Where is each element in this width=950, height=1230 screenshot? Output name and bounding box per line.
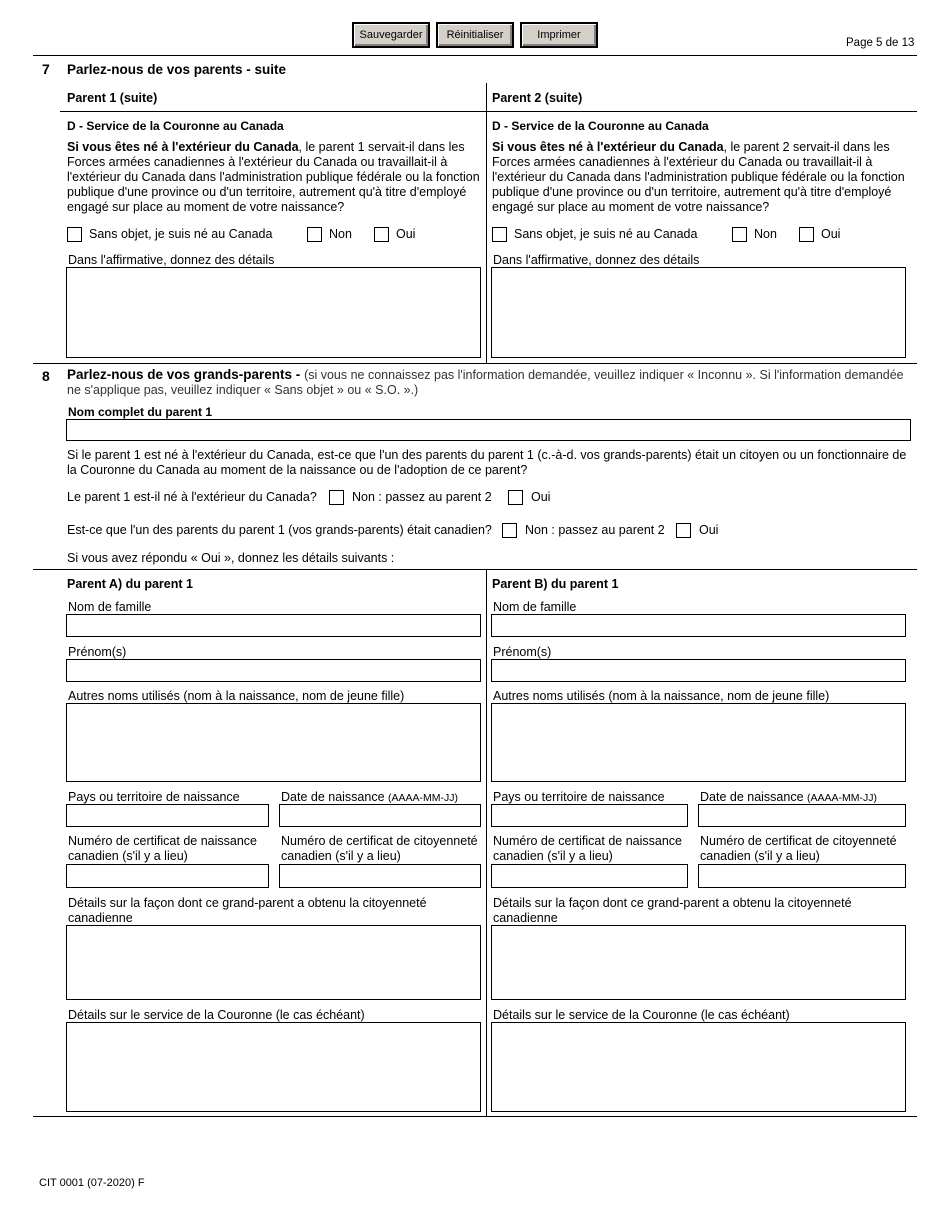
parent2-details-label: Dans l'affirmative, donnez des détails xyxy=(493,253,700,267)
gpB-how-obtained-label: Détails sur la façon dont ce grand-parent a obtenu la citoyenneté canadienne xyxy=(493,896,852,925)
gpA-citizen-cert-label: Numéro de certificat de citoyenneté canadien (s'il y a lieu) xyxy=(281,834,478,863)
print-button[interactable]: Imprimer xyxy=(520,22,598,48)
parent1-details-field[interactable] xyxy=(66,267,481,358)
parent2-details-field[interactable] xyxy=(491,267,906,358)
gpB-family-name-label: Nom de famille xyxy=(493,600,577,614)
gpB-birth-date-input[interactable] xyxy=(698,804,906,827)
divider xyxy=(60,111,917,112)
if-yes-label: Si vous avez répondu « Oui », donnez les détails suivants : xyxy=(67,551,395,565)
gpA-header: Parent A) du parent 1 xyxy=(67,577,193,591)
question-bold: Si vous êtes né à l'extérieur du Canada xyxy=(67,140,299,154)
divider xyxy=(33,1116,917,1117)
question-rest: , le parent 2 servait-il dans les Forces armées canadiennes à l'extérieur du Canada ou travaillait-il à l'extérieur du Canada dans l'administration publique fédérale ou la fonction publique d'une province ou d'un territoire, autrement qu'à titre d'employé engagé sur place au moment de votre naissance? xyxy=(492,140,905,214)
birth-date-text: Date de naissance xyxy=(281,790,389,804)
gpB-other-names-label: Autres noms utilisés (nom à la naissance, nom de jeune fille) xyxy=(493,689,830,703)
parent1-yes-label: Oui xyxy=(396,227,416,241)
divider xyxy=(33,55,917,56)
gpA-crown-service-label: Détails sur le service de la Couronne (le cas échéant) xyxy=(68,1008,365,1022)
q2-label: Est-ce que l'un des parents du parent 1 (vos grands-parents) était canadien? xyxy=(67,523,492,537)
gpB-given-names-label: Prénom(s) xyxy=(493,645,552,659)
section-7-title: Parlez-nous de vos parents - suite xyxy=(67,62,287,77)
parent2-na-checkbox[interactable] xyxy=(492,227,507,242)
column-divider xyxy=(486,570,487,1117)
grandparents-intro: Si le parent 1 est né à l'extérieur du Canada, est-ce que l'un des parents du parent 1 (c.-à-d. vos grands-parents) était un citoyen ou un fonctionnaire de la Couronne du Canada au moment de la naissance ou de l'adoption de ce parent? xyxy=(67,448,907,477)
gpA-birth-country-label: Pays ou territoire de naissance xyxy=(68,790,240,804)
gpA-given-names-input[interactable] xyxy=(66,659,481,682)
gpB-birth-country-input[interactable] xyxy=(491,804,688,827)
save-button[interactable]: Sauvegarder xyxy=(352,22,430,48)
parent1-na-checkbox[interactable] xyxy=(67,227,82,242)
q1-no-checkbox[interactable] xyxy=(329,490,344,505)
section-7-number: 7 xyxy=(42,61,50,77)
parent1-crown-question xyxy=(67,140,481,215)
divider xyxy=(33,363,917,364)
birth-date-text: Date de naissance xyxy=(700,790,808,804)
gpB-other-names-field[interactable] xyxy=(491,703,906,782)
gpB-crown-service-label: Détails sur le service de la Couronne (le cas échéant) xyxy=(493,1008,790,1022)
gpA-citizen-cert-input[interactable] xyxy=(279,864,481,888)
q1-yes-checkbox[interactable] xyxy=(508,490,523,505)
gpB-how-obtained-field[interactable] xyxy=(491,925,906,1000)
q2-yes-label: Oui xyxy=(699,523,719,537)
gpA-how-obtained-label: Détails sur la façon dont ce grand-parent a obtenu la citoyenneté canadienne xyxy=(68,896,427,925)
parent1-crown-service-subtitle: D - Service de la Couronne au Canada xyxy=(67,119,284,133)
gpB-citizen-cert-input[interactable] xyxy=(698,864,906,888)
parent2-na-label: Sans objet, je suis né au Canada xyxy=(514,227,698,241)
gpB-family-name-input[interactable] xyxy=(491,614,906,637)
gpA-how-obtained-field[interactable] xyxy=(66,925,481,1000)
parent2-no-checkbox[interactable] xyxy=(732,227,747,242)
parent1-yes-checkbox[interactable] xyxy=(374,227,389,242)
q2-yes-checkbox[interactable] xyxy=(676,523,691,538)
q1-yes-label: Oui xyxy=(531,490,551,504)
form-code: CIT 0001 (07-2020) F xyxy=(39,1177,145,1189)
question-rest: , le parent 1 servait-il dans les Forces armées canadiennes à l'extérieur du Canada ou travaillait-il à l'extérieur du Canada dans l'administration publique fédérale ou la fonction publique d'une province ou d'un territoire, autrement qu'à titre d'employé engagé sur place au moment de votre naissance? xyxy=(67,140,480,214)
reset-button[interactable]: Réinitialiser xyxy=(436,22,514,48)
parent1-no-checkbox[interactable] xyxy=(307,227,322,242)
fullname-input[interactable] xyxy=(66,419,911,441)
gpB-birth-cert-label: Numéro de certificat de naissance canadien (s'il y a lieu) xyxy=(493,834,682,863)
column-divider xyxy=(486,83,487,363)
divider xyxy=(33,569,917,570)
gpA-family-name-input[interactable] xyxy=(66,614,481,637)
gpA-family-name-label: Nom de famille xyxy=(68,600,152,614)
gpA-other-names-field[interactable] xyxy=(66,703,481,782)
gpB-crown-service-field[interactable] xyxy=(491,1022,906,1112)
q2-no-checkbox[interactable] xyxy=(502,523,517,538)
parent2-yes-label: Oui xyxy=(821,227,841,241)
parent1-details-label: Dans l'affirmative, donnez des détails xyxy=(68,253,275,267)
gpA-birth-country-input[interactable] xyxy=(66,804,269,827)
gpA-crown-service-field[interactable] xyxy=(66,1022,481,1112)
gpA-birth-date-input[interactable] xyxy=(279,804,481,827)
gpA-other-names-label: Autres noms utilisés (nom à la naissance, nom de jeune fille) xyxy=(68,689,405,703)
page-number: Page 5 de 13 xyxy=(846,37,915,49)
parent2-header: Parent 2 (suite) xyxy=(492,91,583,105)
gpA-birth-cert-input[interactable] xyxy=(66,864,269,888)
parent1-header: Parent 1 (suite) xyxy=(67,91,158,105)
parent1-na-label: Sans objet, je suis né au Canada xyxy=(89,227,273,241)
section-8-title-main: Parlez-nous de vos grands-parents - xyxy=(67,367,305,382)
section-8-number: 8 xyxy=(42,368,50,384)
gpB-given-names-input[interactable] xyxy=(491,659,906,682)
parent2-crown-service-subtitle: D - Service de la Couronne au Canada xyxy=(492,119,709,133)
parent2-yes-checkbox[interactable] xyxy=(799,227,814,242)
q2-no-label: Non : passez au parent 2 xyxy=(525,523,665,537)
birth-date-format: (AAAA-MM-JJ) xyxy=(388,792,459,804)
gpA-birth-cert-label: Numéro de certificat de naissance canadien (s'il y a lieu) xyxy=(68,834,257,863)
parent1-no-label: Non xyxy=(329,227,352,241)
gpB-birth-country-label: Pays ou territoire de naissance xyxy=(493,790,665,804)
gpB-birth-cert-input[interactable] xyxy=(491,864,688,888)
parent2-no-label: Non xyxy=(754,227,777,241)
q1-label: Le parent 1 est-il né à l'extérieur du Canada? xyxy=(67,490,317,504)
fullname-label: Nom complet du parent 1 xyxy=(68,405,213,419)
birth-date-format: (AAAA-MM-JJ) xyxy=(807,792,878,804)
section-8-title-note: (si vous ne connaissez pas l'information demandée, veuillez indiquer « Inconnu ». Si l'information demandée ne s'applique pas, veuillez indiquer « Sans objet » ou « S.O. ».) xyxy=(67,368,904,397)
question-bold: Si vous êtes né à l'extérieur du Canada xyxy=(492,140,724,154)
q1-no-label: Non : passez au parent 2 xyxy=(352,490,492,504)
gpB-citizen-cert-label: Numéro de certificat de citoyenneté canadien (s'il y a lieu) xyxy=(700,834,897,863)
gpB-header: Parent B) du parent 1 xyxy=(492,577,619,591)
gpA-given-names-label: Prénom(s) xyxy=(68,645,127,659)
section-8-title xyxy=(67,367,912,398)
parent2-crown-question xyxy=(492,140,908,215)
